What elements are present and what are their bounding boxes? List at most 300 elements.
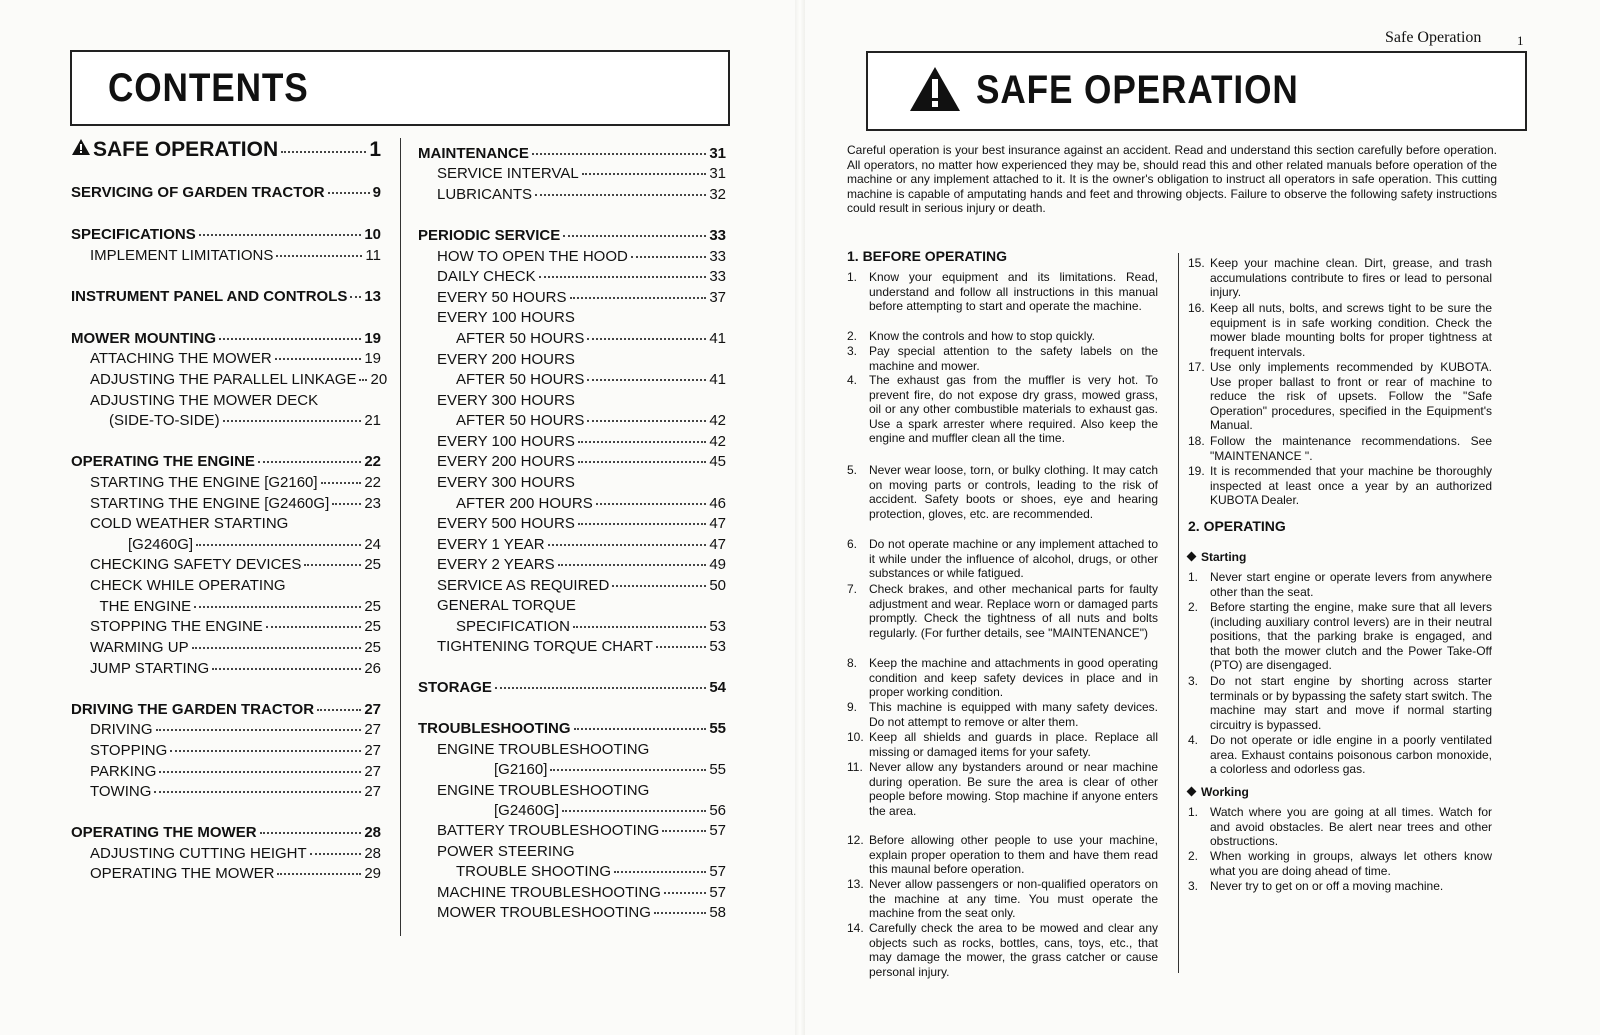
toc-entry bbox=[90, 639, 381, 656]
toc-entry-label: DAILY CHECK bbox=[437, 268, 536, 285]
toc-entry bbox=[90, 350, 381, 367]
toc-entry-page: 26 bbox=[364, 660, 381, 677]
toc-entry-label: STOPPING bbox=[90, 742, 168, 759]
toc-leader-dots bbox=[662, 830, 706, 832]
toc-entry-label: PARKING bbox=[90, 763, 157, 780]
toc-entry-label: THE ENGINE bbox=[99, 598, 192, 615]
toc-leader-dots bbox=[212, 668, 361, 670]
safety-item-number: 3. bbox=[1188, 879, 1199, 893]
toc-entry-page: 25 bbox=[364, 618, 381, 635]
toc-entry bbox=[456, 863, 726, 880]
toc-leader-dots bbox=[359, 379, 367, 381]
toc-entry-page: 23 bbox=[364, 495, 381, 512]
toc-entry bbox=[100, 598, 382, 615]
safe-operation-title: SAFE OPERATION bbox=[976, 68, 1299, 112]
toc-entry-page: 33 bbox=[709, 268, 726, 285]
toc-leader-dots bbox=[159, 771, 361, 773]
toc-leader-dots bbox=[562, 810, 706, 812]
safety-item-number: 3. bbox=[1188, 674, 1199, 688]
toc-leader-dots bbox=[350, 296, 361, 298]
toc-entry bbox=[418, 679, 726, 696]
toc-entry-label: CHECKING SAFETY DEVICES bbox=[90, 556, 302, 573]
toc-entry bbox=[437, 536, 726, 553]
toc-entry-page: 31 bbox=[709, 165, 726, 182]
safety-item-text: Carefully check the area to be mowed and clear any objects such as rocks, bottles, cans, toys, etc., that may damage the mower, the grass catcher or cause personal injury. bbox=[869, 921, 1158, 979]
toc-entry-page: 55 bbox=[709, 720, 726, 737]
safety-item-number: 6. bbox=[847, 537, 858, 551]
toc-entry bbox=[437, 843, 726, 860]
safety-item-number: 17. bbox=[1188, 360, 1205, 374]
toc-leader-dots bbox=[578, 523, 706, 525]
toc-entry bbox=[90, 618, 381, 635]
toc-entry-label: MAINTENANCE bbox=[418, 145, 529, 162]
toc-entry-label: SERVICE AS REQUIRED bbox=[437, 577, 610, 594]
toc-entry bbox=[90, 474, 381, 491]
toc-entry-label: EVERY 500 HOURS bbox=[437, 515, 575, 532]
toc-entry-label: DRIVING bbox=[90, 721, 153, 738]
safety-item-number: 1. bbox=[847, 270, 858, 284]
safety-item-text: Use only implements recommended by KUBOTA. Use proper ballast to front or rear of machine to reduce the risk of upsets. Follow the "Safe Operation" procedures, specified in the Equipment's Manual. bbox=[1210, 360, 1492, 433]
safety-item-number: 4. bbox=[847, 373, 858, 387]
toc-entry-label: EVERY 200 HOURS bbox=[437, 351, 575, 368]
toc-leader-dots bbox=[578, 441, 706, 443]
toc-entry-page: 27 bbox=[364, 701, 381, 718]
toc-entry bbox=[437, 165, 726, 182]
toc-entry-page: 22 bbox=[364, 474, 381, 491]
toc-entry-page: 53 bbox=[709, 618, 726, 635]
toc-leader-dots bbox=[532, 153, 706, 155]
toc-entry-label: OPERATING THE MOWER bbox=[90, 865, 275, 882]
toc-entry-label: AFTER 50 HOURS bbox=[456, 330, 585, 347]
toc-leader-dots bbox=[535, 194, 706, 196]
safety-item-text: This machine is equipped with many safety devices. Do not attempt to remove or alter them. bbox=[869, 700, 1158, 729]
toc-entry-page: 25 bbox=[364, 639, 381, 656]
toc-entry bbox=[437, 884, 726, 901]
toc-entry bbox=[437, 351, 726, 368]
toc-leader-dots bbox=[587, 379, 706, 381]
diamond-bullet-icon bbox=[1187, 787, 1197, 797]
toc-entry-label: PERIODIC SERVICE bbox=[418, 227, 561, 244]
toc-entry-label: SERVICE INTERVAL bbox=[437, 165, 579, 182]
section-operating-title: 2. OPERATING bbox=[1188, 518, 1286, 534]
safety-item-number: 2. bbox=[1188, 849, 1199, 863]
safety-item-text: Do not operate machine or any implement attached to it while under the influence of alcohol, drugs, or other substances or while fatigued. bbox=[869, 537, 1158, 581]
toc-entry bbox=[437, 268, 726, 285]
starting-subheading-label: Starting bbox=[1201, 550, 1247, 564]
toc-entry-label: COLD WEATHER STARTING bbox=[90, 515, 289, 532]
toc-leader-dots bbox=[664, 892, 706, 894]
safety-item-number: 2. bbox=[847, 329, 858, 343]
toc-entry bbox=[437, 248, 726, 265]
toc-entry bbox=[71, 701, 381, 718]
safety-item-number: 13. bbox=[847, 877, 864, 891]
toc-entry bbox=[71, 184, 381, 201]
toc-entry bbox=[90, 660, 381, 677]
toc-entry-page: 53 bbox=[709, 638, 726, 655]
toc-entry bbox=[90, 865, 381, 882]
contents-title: CONTENTS bbox=[108, 66, 309, 110]
toc-entry-page: 21 bbox=[364, 412, 381, 429]
safety-item-number: 1. bbox=[1188, 805, 1199, 819]
toc-entry-page: 11 bbox=[365, 247, 381, 264]
toc-entry-label: WARMING UP bbox=[90, 639, 189, 656]
safety-item-text: Keep the machine and attachments in good operating condition and keep safety devices in place and in proper working condition. bbox=[869, 656, 1158, 700]
toc-entry-label: ADJUSTING THE MOWER DECK bbox=[90, 392, 319, 409]
intro-paragraph: Careful operation is your best insurance against an accident. Read and understand this section carefully before operation. All operators, no matter how experienced they may be, should read this and other related manuals before operation of the machine or any implement attached to it. It is the owner's obligation to instruct all operators in safe operation. This cutting machine is capable of amputating hands and feet and throwing objects. Failure to observe the following safety instructions could result in serious injury or death. bbox=[847, 143, 1497, 216]
page-gutter bbox=[795, 0, 805, 1035]
toc-entry bbox=[90, 392, 381, 409]
toc-entry bbox=[418, 720, 726, 737]
safety-item-number: 15. bbox=[1188, 256, 1205, 270]
toc-entry bbox=[71, 824, 381, 841]
toc-entry-label: MOWER TROUBLESHOOTING bbox=[437, 904, 651, 921]
toc-entry-page: 13 bbox=[364, 288, 381, 305]
toc-entry-label: ENGINE TROUBLESHOOTING bbox=[437, 782, 650, 799]
safety-item-text: Before starting the engine, make sure that all levers (including auxiliary control levers) are in their neutral positions, that the parking brake is engaged, and that both the mower clutch and the Power Take-Off (PTO) are disengaged. bbox=[1210, 600, 1492, 673]
toc-leader-dots bbox=[196, 544, 361, 546]
toc-entry bbox=[437, 904, 726, 921]
working-subheading bbox=[1188, 785, 1249, 799]
page-number: 1 bbox=[1517, 33, 1524, 48]
toc-leader-dots bbox=[304, 564, 361, 566]
toc-leader-dots bbox=[614, 871, 706, 873]
safety-item-text: Never wear loose, torn, or bulky clothing. It may catch on moving parts or controls, leading to the risk of accident. Safety boots or shoes, eye and hearing protection, gloves, etc. are recommended. bbox=[869, 463, 1158, 521]
working-subheading-label: Working bbox=[1201, 785, 1249, 799]
toc-leader-dots bbox=[192, 647, 362, 649]
safety-item-text: Know your equipment and its limitations. Read, understand and follow all instructions in this manual before attempting to start and operate the machine. bbox=[869, 270, 1158, 314]
safety-item-number: 12. bbox=[847, 833, 864, 847]
toc-entry bbox=[90, 845, 381, 862]
toc-entry bbox=[437, 186, 726, 203]
safety-item-text: Check brakes, and other mechanical parts for faulty adjustment and wear. Replace worn or damaged parts promptly. Check the tightness of all nuts and bolts regularly. (For further details, see "MAINTENANCE") bbox=[869, 582, 1158, 640]
toc-entry-label: ADJUSTING CUTTING HEIGHT bbox=[90, 845, 307, 862]
safety-item-text: Follow the maintenance recommendations. See "MAINTENANCE ". bbox=[1210, 434, 1492, 463]
toc-leader-dots bbox=[578, 461, 706, 463]
toc-entry bbox=[71, 453, 381, 470]
toc-entry-label: MACHINE TROUBLESHOOTING bbox=[437, 884, 661, 901]
toc-leader-dots bbox=[317, 709, 361, 711]
toc-entry bbox=[437, 515, 726, 532]
toc-entry-label: LUBRICANTS bbox=[437, 186, 533, 203]
toc-entry bbox=[418, 227, 726, 244]
toc-entry bbox=[90, 556, 381, 573]
toc-entry-page: 57 bbox=[709, 822, 726, 839]
toc-leader-dots bbox=[266, 626, 361, 628]
safety-item-number: 18. bbox=[1188, 434, 1205, 448]
warning-triangle-icon bbox=[908, 65, 962, 113]
toc-leader-dots bbox=[654, 912, 706, 914]
running-head: Safe Operation bbox=[1385, 29, 1482, 46]
toc-leader-dots bbox=[275, 358, 362, 360]
column-divider bbox=[400, 138, 401, 936]
toc-leader-dots bbox=[656, 646, 706, 648]
toc-entry-page: 19 bbox=[364, 330, 381, 347]
toc-entry-label: TROUBLE SHOOTING bbox=[456, 863, 612, 880]
toc-entry-page: 45 bbox=[709, 453, 726, 470]
toc-leader-dots bbox=[328, 192, 370, 194]
toc-entry-page: 25 bbox=[364, 598, 381, 615]
toc-entry bbox=[90, 742, 381, 759]
toc-leader-dots bbox=[281, 151, 366, 153]
toc-entry bbox=[71, 226, 381, 243]
toc-entry-page: 10 bbox=[364, 226, 381, 243]
toc-entry bbox=[456, 330, 726, 347]
toc-entry-page: 31 bbox=[709, 145, 726, 162]
safety-item-text: It is recommended that your machine be thoroughly inspected at least once a year by an authorized KUBOTA Dealer. bbox=[1210, 464, 1492, 508]
toc-entry-page: 49 bbox=[709, 556, 726, 573]
toc-entry bbox=[90, 247, 381, 264]
toc-leader-dots bbox=[194, 606, 361, 608]
safety-item-number: 19. bbox=[1188, 464, 1205, 478]
toc-entry bbox=[90, 721, 381, 738]
toc-entry bbox=[437, 577, 726, 594]
safety-item-text: Never start engine or operate levers from anywhere other than the seat. bbox=[1210, 570, 1492, 599]
toc-entry-page: 55 bbox=[709, 761, 726, 778]
toc-entry bbox=[437, 309, 726, 326]
toc-entry-label: EVERY 50 HOURS bbox=[437, 289, 567, 306]
toc-entry bbox=[437, 556, 726, 573]
toc-entry bbox=[456, 371, 726, 388]
toc-entry-label: (SIDE-TO-SIDE) bbox=[109, 412, 220, 429]
toc-entry-label: JUMP STARTING bbox=[90, 660, 210, 677]
toc-entry-label: STOPPING THE ENGINE bbox=[90, 618, 263, 635]
toc-entry-page: 19 bbox=[364, 350, 381, 367]
toc-entry-label: TIGHTENING TORQUE CHART bbox=[437, 638, 653, 655]
toc-entry-page: 27 bbox=[364, 742, 381, 759]
safety-item-text: Know the controls and how to stop quickly. bbox=[869, 329, 1095, 343]
warning-triangle-icon bbox=[71, 138, 91, 156]
toc-entry-page: 24 bbox=[364, 536, 381, 553]
toc-entry bbox=[437, 741, 726, 758]
toc-entry-page: 42 bbox=[709, 433, 726, 450]
toc-entry-page: 41 bbox=[709, 371, 726, 388]
toc-entry bbox=[456, 618, 726, 635]
toc-entry-label: STORAGE bbox=[418, 679, 492, 696]
safety-item-number: 1. bbox=[1188, 570, 1199, 584]
toc-entry-label: STARTING THE ENGINE [G2160] bbox=[90, 474, 318, 491]
toc-entry bbox=[494, 761, 726, 778]
toc-leader-dots bbox=[199, 234, 362, 236]
toc-entry bbox=[437, 392, 726, 409]
toc-entry-label: SAFE OPERATION bbox=[93, 138, 279, 161]
toc-leader-dots bbox=[495, 687, 706, 689]
contents-page bbox=[0, 0, 795, 1035]
safety-item-number: 14. bbox=[847, 921, 864, 935]
toc-entry bbox=[90, 515, 381, 532]
toc-entry-page: 47 bbox=[709, 515, 726, 532]
safety-item-text: Keep all nuts, bolts, and screws tight to be sure the equipment is in safe working condition. Check the mower blade mounting bolts for proper tightness at frequent intervals. bbox=[1210, 301, 1492, 359]
toc-entry-label: ENGINE TROUBLESHOOTING bbox=[437, 741, 650, 758]
toc-entry bbox=[437, 782, 726, 799]
toc-entry-page: 37 bbox=[709, 289, 726, 306]
toc-entry-page: 20 bbox=[370, 371, 388, 388]
toc-entry-page: 41 bbox=[709, 330, 726, 347]
toc-leader-dots bbox=[548, 544, 707, 546]
toc-entry-page: 27 bbox=[364, 783, 381, 800]
toc-entry-page: 47 bbox=[709, 536, 726, 553]
toc-leader-dots bbox=[170, 750, 361, 752]
toc-entry-page: 46 bbox=[709, 495, 726, 512]
safety-item-text: Keep all shields and guards in place. Replace all missing or damaged items for your safety. bbox=[869, 730, 1158, 759]
toc-entry bbox=[437, 822, 726, 839]
toc-leader-dots bbox=[223, 420, 362, 422]
toc-leader-dots bbox=[587, 338, 706, 340]
toc-entry-label: BATTERY TROUBLESHOOTING bbox=[437, 822, 660, 839]
toc-entry bbox=[494, 802, 726, 819]
toc-entry-label: OPERATING THE ENGINE bbox=[71, 453, 255, 470]
safety-item-text: When working in groups, always let others know what you are doing ahead of time. bbox=[1210, 849, 1492, 878]
toc-entry-label: DRIVING THE GARDEN TRACTOR bbox=[71, 701, 315, 718]
toc-entry bbox=[71, 138, 381, 162]
toc-entry bbox=[437, 289, 726, 306]
toc-entry-label: [G2160] bbox=[494, 761, 548, 778]
toc-entry-page: 27 bbox=[364, 763, 381, 780]
toc-leader-dots bbox=[310, 853, 362, 855]
toc-entry-page: 56 bbox=[709, 802, 726, 819]
toc-leader-dots bbox=[258, 461, 361, 463]
toc-entry bbox=[437, 597, 726, 614]
toc-entry bbox=[437, 638, 726, 655]
safety-item-text: The exhaust gas from the muffler is very hot. To prevent fire, do not expose dry grass, mowed grass, oil or any other combustible materials to exhaust gas. Use a spark arrester where required. Also keep the engine and muffler clean all the time. bbox=[869, 373, 1158, 446]
toc-entry-label: EVERY 2 YEARS bbox=[437, 556, 555, 573]
toc-entry bbox=[437, 433, 726, 450]
toc-entry-label: EVERY 1 YEAR bbox=[437, 536, 545, 553]
toc-leader-dots bbox=[539, 276, 707, 278]
toc-entry-label: INSTRUMENT PANEL AND CONTROLS bbox=[71, 288, 348, 305]
toc-entry-page: 58 bbox=[709, 904, 726, 921]
toc-entry bbox=[90, 371, 388, 388]
toc-entry-page: 32 bbox=[709, 186, 726, 203]
safety-item-number: 16. bbox=[1188, 301, 1205, 315]
toc-entry bbox=[128, 536, 381, 553]
toc-entry-label: [G2460G] bbox=[494, 802, 560, 819]
toc-entry-label: EVERY 200 HOURS bbox=[437, 453, 575, 470]
toc-entry-page: 29 bbox=[364, 865, 381, 882]
toc-entry-label: ADJUSTING THE PARALLEL LINKAGE bbox=[90, 371, 357, 388]
toc-leader-dots bbox=[596, 503, 707, 505]
toc-entry-label: CHECK WHILE OPERATING bbox=[90, 577, 286, 594]
safety-item-text: Never allow any bystanders around or near machine during operation. Be sure the area is clear of other people before mowing. Stop machine if anyone enters the area. bbox=[869, 760, 1158, 818]
safety-item-number: 5. bbox=[847, 463, 858, 477]
safety-item-text: Before allowing other people to use your machine, explain proper operation to them and have them read this maunal before operation. bbox=[869, 833, 1158, 877]
safety-item-number: 7. bbox=[847, 582, 858, 596]
contents-title-box bbox=[70, 50, 730, 126]
starting-subheading bbox=[1188, 550, 1246, 564]
toc-leader-dots bbox=[612, 585, 706, 587]
toc-entry-page: 42 bbox=[709, 412, 726, 429]
toc-leader-dots bbox=[574, 728, 707, 730]
toc-entry-page: 50 bbox=[709, 577, 726, 594]
text-column-divider bbox=[1178, 253, 1179, 973]
toc-entry-page: 28 bbox=[364, 824, 381, 841]
toc-leader-dots bbox=[558, 564, 707, 566]
toc-entry-page: 9 bbox=[372, 184, 381, 201]
toc-leader-dots bbox=[154, 791, 361, 793]
section-before-operating-title: 1. BEFORE OPERATING bbox=[847, 248, 1007, 264]
safety-item-number: 9. bbox=[847, 700, 858, 714]
toc-entry bbox=[90, 577, 381, 594]
toc-entry bbox=[71, 288, 381, 305]
toc-entry-label: EVERY 100 HOURS bbox=[437, 433, 575, 450]
toc-entry bbox=[418, 145, 726, 162]
toc-leader-dots bbox=[550, 769, 706, 771]
toc-leader-dots bbox=[260, 832, 362, 834]
toc-entry bbox=[90, 763, 381, 780]
safe-operation-title-box bbox=[866, 51, 1527, 131]
toc-entry-label: STARTING THE ENGINE [G2460G] bbox=[90, 495, 330, 512]
safety-item-number: 10. bbox=[847, 730, 864, 744]
toc-leader-dots bbox=[219, 338, 361, 340]
toc-entry-label: AFTER 50 HOURS bbox=[456, 412, 585, 429]
toc-entry-label: [G2460G] bbox=[128, 536, 194, 553]
toc-leader-dots bbox=[156, 729, 362, 731]
toc-entry-label: TROUBLESHOOTING bbox=[418, 720, 571, 737]
toc-entry bbox=[71, 330, 381, 347]
safety-item-text: Never allow passengers or non-qualified operators on the machine at any time. You must operate the machine from the seat only. bbox=[869, 877, 1158, 921]
safety-item-number: 11. bbox=[847, 760, 863, 774]
toc-entry-label: TOWING bbox=[90, 783, 152, 800]
toc-entry bbox=[109, 412, 381, 429]
toc-entry-page: 27 bbox=[364, 721, 381, 738]
toc-entry-label: EVERY 300 HOURS bbox=[437, 474, 575, 491]
toc-entry-page: 1 bbox=[369, 138, 381, 161]
safety-item-number: 3. bbox=[847, 344, 858, 358]
toc-leader-dots bbox=[631, 256, 706, 258]
toc-entry-label: EVERY 100 HOURS bbox=[437, 309, 575, 326]
toc-entry-label: AFTER 200 HOURS bbox=[456, 495, 593, 512]
safety-item-number: 4. bbox=[1188, 733, 1199, 747]
toc-entry bbox=[456, 495, 726, 512]
toc-leader-dots bbox=[582, 173, 707, 175]
toc-entry-page: 57 bbox=[709, 884, 726, 901]
toc-leader-dots bbox=[321, 482, 362, 484]
toc-leader-dots bbox=[332, 503, 361, 505]
toc-entry-label: SPECIFICATIONS bbox=[71, 226, 196, 243]
safety-item-text: Watch where you are going at all times. Watch for and avoid obstacles. Be alert near trees and other obstructions. bbox=[1210, 805, 1492, 849]
toc-entry bbox=[90, 783, 381, 800]
toc-entry bbox=[456, 412, 726, 429]
toc-entry-label: IMPLEMENT LIMITATIONS bbox=[90, 247, 274, 264]
safe-operation-page bbox=[805, 0, 1600, 1035]
toc-entry-label: GENERAL TORQUE bbox=[437, 597, 576, 614]
toc-entry bbox=[90, 495, 381, 512]
toc-entry-label: HOW TO OPEN THE HOOD bbox=[437, 248, 628, 265]
safety-item-text: Pay special attention to the safety labels on the machine and mower. bbox=[869, 344, 1158, 373]
toc-entry-label: MOWER MOUNTING bbox=[71, 330, 216, 347]
toc-entry-label: OPERATING THE MOWER bbox=[71, 824, 257, 841]
toc-entry-page: 25 bbox=[364, 556, 381, 573]
toc-entry-label: ATTACHING THE MOWER bbox=[90, 350, 272, 367]
toc-entry-label: POWER STEERING bbox=[437, 843, 575, 860]
toc-entry-page: 33 bbox=[709, 227, 726, 244]
toc-entry-page: 54 bbox=[709, 679, 726, 696]
safety-item-text: Keep your machine clean. Dirt, grease, and trash accumulations contribute to fires or lead to personal injury. bbox=[1210, 256, 1492, 300]
toc-entry-label: AFTER 50 HOURS bbox=[456, 371, 585, 388]
safety-item-number: 2. bbox=[1188, 600, 1199, 614]
toc-entry-label: SERVICING OF GARDEN TRACTOR bbox=[71, 184, 325, 201]
toc-leader-dots bbox=[573, 626, 706, 628]
toc-entry-page: 22 bbox=[364, 453, 381, 470]
toc-leader-dots bbox=[276, 255, 362, 257]
toc-leader-dots bbox=[563, 235, 706, 237]
safety-item-text: Never try to get on or off a moving machine. bbox=[1210, 879, 1444, 893]
toc-entry bbox=[437, 474, 726, 491]
toc-entry-page: 57 bbox=[709, 863, 726, 880]
toc-entry-label: SPECIFICATION bbox=[456, 618, 570, 635]
diamond-bullet-icon bbox=[1187, 552, 1197, 562]
safety-item-text: Do not operate or idle engine in a poorly ventilated area. Exhaust contains poisonous carbon monoxide, a colorless and odorless gas. bbox=[1210, 733, 1492, 777]
toc-entry-page: 28 bbox=[364, 845, 381, 862]
